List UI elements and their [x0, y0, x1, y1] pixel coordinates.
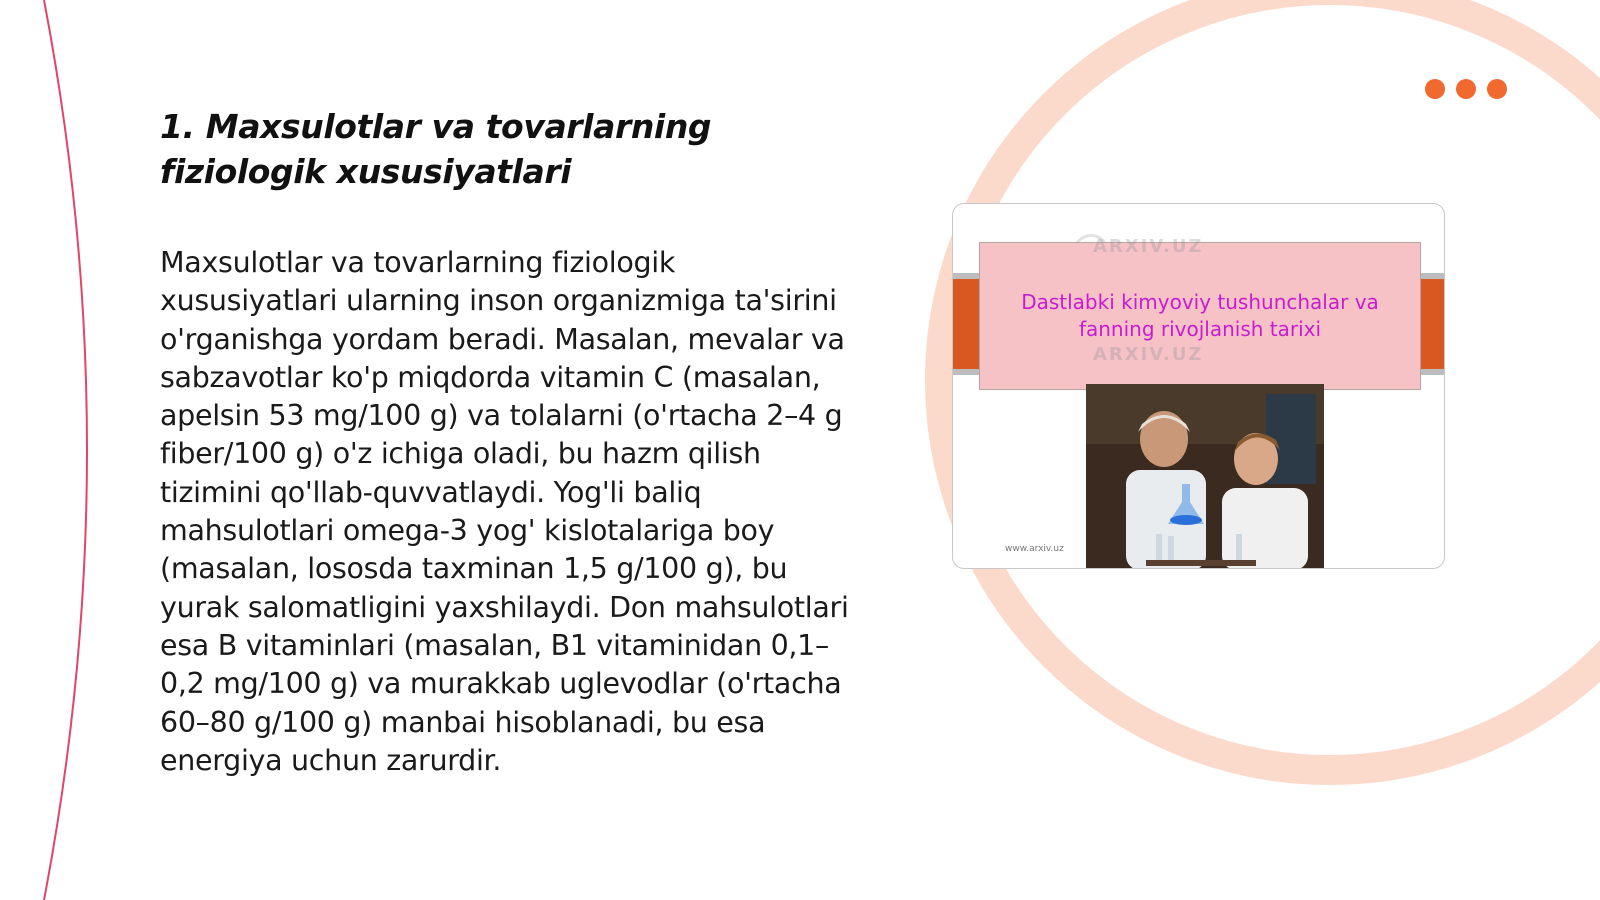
left-curve-line — [44, 0, 87, 900]
slide-title: 1. Maxsulotlar va tovarlarning fiziologik xususiyatlari — [160, 107, 712, 191]
slide-thumbnail-image — [952, 203, 1445, 569]
slide-body-text: Maxsulotlar va tovarlarning fiziologik xususiyatlari ularning inson organizmiga ta'sirini o'rganishga yordam beradi. Masalan, mevalar va sabzavotlar ko'p miqdorda vitamin C (masalan, apelsin 53 mg/100 g) va tolalarni (o'rtacha 2–4 g fiber/100 g) o'z ichiga oladi, bu hazm qilish tizimini qo'llab-quvvatlaydi. Yog'li baliq mahsulotlari omega-3 yog' kislotalariga boy (masalan, lososda taxminan 1,5 g/100 g), bu yurak salomatligini yaxshilaydi. Don mahsulotlari esa B vitaminlari (masalan, B1 vitaminidan 0,1–0,2 mg/100 g) va murakkab uglevodlar (o'rtacha 60–80 g/100 g) manbai hisoblanadi, bu esa energiya uchun zarurdir. — [160, 246, 849, 777]
dot-2 — [1456, 79, 1476, 99]
lab-photo-illustration — [1086, 384, 1324, 569]
thumb-footer-url: www.arxiv.uz — [1005, 544, 1064, 554]
dot-3 — [1487, 79, 1507, 99]
thumb-title: Dastlabki kimyoviy tushunchalar va fanning rivojlanish tarixi — [1021, 290, 1379, 341]
watermark-text: ARXIV.UZ — [1093, 236, 1204, 257]
thumb-title-box — [979, 242, 1421, 390]
dot-1 — [1425, 79, 1445, 99]
more-dots-icon — [1425, 79, 1507, 99]
watermark-text: ARXIV.UZ — [1093, 344, 1204, 365]
lab-photo — [1086, 384, 1324, 569]
